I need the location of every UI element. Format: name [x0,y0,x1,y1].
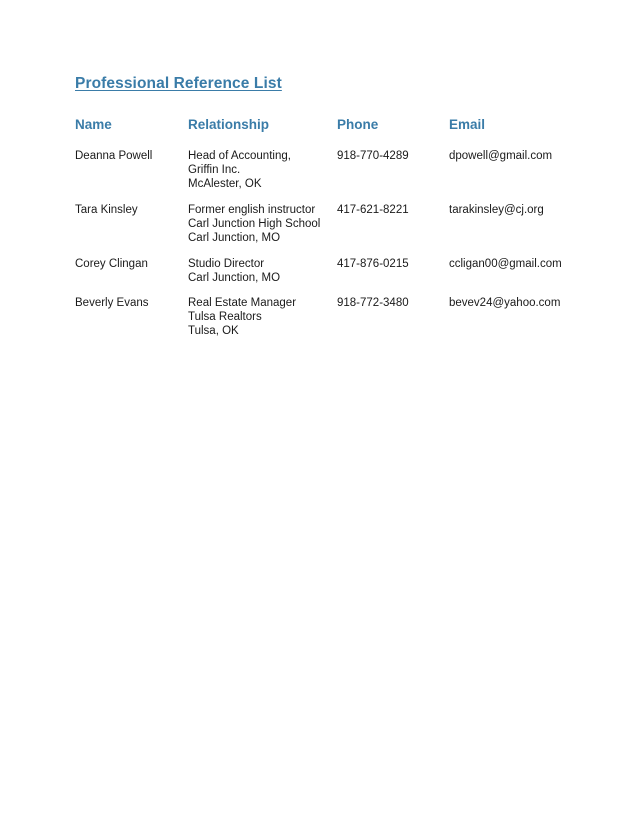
table-row [75,203,575,244]
table-row [75,149,575,190]
relationship-line: Former english instructor [188,204,316,216]
relationship-line: Head of Accounting, [188,150,291,162]
header-relationship: Relationship [188,117,270,132]
reference-name: Corey Clingan [75,258,148,270]
reference-relationship [188,257,280,285]
relationship-line: Tulsa Realtors [188,311,262,323]
reference-email: bevev24@yahoo.com [449,297,561,309]
reference-relationship [188,203,320,245]
page-title: Professional Reference List [75,75,282,92]
table-header [75,117,575,137]
relationship-line: Tulsa, OK [188,325,239,337]
table-row [75,296,575,337]
reference-phone: 918-770-4289 [337,150,409,162]
reference-name: Deanna Powell [75,150,153,162]
reference-email: ccligan00@gmail.com [449,258,562,270]
reference-relationship [188,296,296,338]
reference-email: dpowell@gmail.com [449,150,553,162]
header-email: Email [449,117,486,132]
relationship-line: Real Estate Manager [188,297,297,309]
relationship-line: McAlester, OK [188,178,262,190]
relationship-line: Griffin Inc. [188,164,241,176]
relationship-line: Carl Junction High School [188,218,321,230]
header-phone: Phone [337,117,379,132]
reference-name: Tara Kinsley [75,204,138,216]
relationship-line: Studio Director [188,258,265,270]
relationship-line: Carl Junction, MO [188,232,281,244]
reference-phone: 918-772-3480 [337,297,409,309]
reference-email: tarakinsley@cj.org [449,204,544,216]
header-name: Name [75,117,112,132]
relationship-line: Carl Junction, MO [188,272,281,284]
table-row [75,257,575,284]
reference-phone: 417-876-0215 [337,258,409,270]
reference-relationship [188,149,291,191]
reference-phone: 417-621-8221 [337,204,409,216]
reference-name: Beverly Evans [75,297,149,309]
